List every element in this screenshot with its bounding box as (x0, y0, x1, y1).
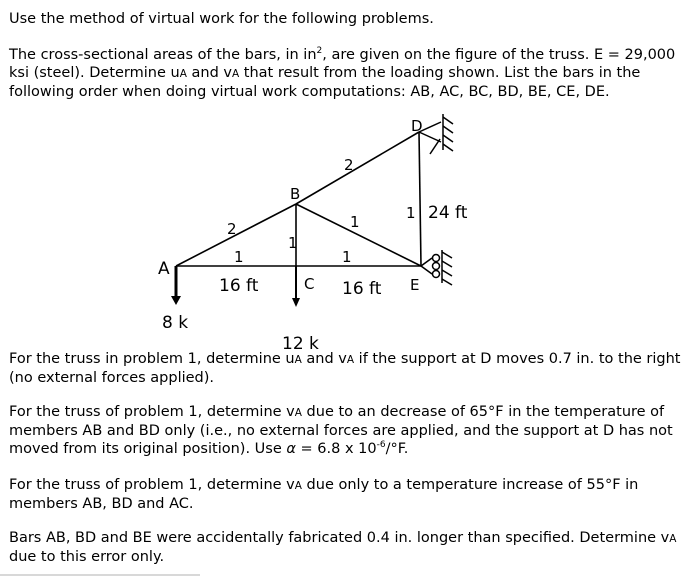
problem-2-text (9, 350, 689, 387)
p3-part3: = 6.8 x 10 (295, 441, 377, 457)
heading-text: Use the method of virtual work for the following problems. (9, 11, 434, 27)
roller-support-e (421, 250, 452, 285)
p3-part4: /°F. (385, 441, 409, 457)
p2-part2: and v (301, 351, 347, 367)
p1-part1: The cross-sectional areas of the bars, in in (9, 47, 317, 63)
p1-subscript-v: A (231, 68, 240, 80)
member-bd (296, 132, 419, 204)
p5-part1: Bars AB, BD and BE were accidentally fabricated 0.4 in. longer than specified. Determine v (9, 530, 670, 546)
area-label-bc: 1 (288, 234, 298, 252)
load-label-a: 8 k (162, 313, 189, 333)
p3-alpha: α (286, 441, 296, 457)
p2-part3: if the support at D moves 0.7 in. to the right (no external forces applied). (9, 351, 681, 386)
area-label-be: 1 (350, 213, 360, 231)
dim-left-span: 16 ft (219, 276, 259, 296)
p1-part3: and v (186, 65, 232, 81)
area-label-ab: 2 (227, 220, 237, 238)
pin-support-d (419, 114, 453, 154)
p2-subscript-v: A (346, 354, 355, 366)
node-label-a: A (158, 259, 170, 279)
load-arrow-c (292, 266, 300, 307)
problem-1-text (9, 46, 689, 101)
p3-part2: due to an decrease of 65°F in the temperature of members AB and BD only (i.e., no external forces are applied, and the support at D has not moved from its original position). Use (9, 404, 673, 457)
load-arrow-a (171, 266, 181, 305)
p3-superscript: -6 (376, 440, 386, 451)
load-label-c: 12 k (282, 334, 319, 354)
area-label-de: 1 (406, 204, 416, 222)
p1-part2: , are given on the figure of the truss. E = 29,000 ksi (steel). Determine u (9, 47, 676, 81)
area-label-ce: 1 (342, 248, 352, 266)
p4-part1: For the truss of problem 1, determine v (9, 477, 295, 493)
p2-part1: For the truss in problem 1, determine u (9, 351, 295, 367)
truss-diagram (0, 110, 700, 355)
p4-subscript-v: A (294, 480, 302, 492)
node-label-e: E (410, 276, 420, 294)
dim-height: 24 ft (428, 203, 468, 223)
member-de (419, 132, 421, 266)
p1-superscript: 2 (316, 46, 323, 57)
area-label-bd: 2 (344, 156, 354, 174)
problem-5-text (9, 529, 689, 566)
node-label-c: C (304, 275, 315, 293)
p3-subscript-v: A (294, 407, 302, 419)
problem-3-text (9, 403, 689, 458)
bottom-divider (0, 574, 200, 576)
p1-subscript-u: A (179, 68, 187, 80)
p5-part2: due to this error only. (9, 549, 165, 565)
area-label-ac: 1 (234, 248, 244, 266)
node-label-b: B (290, 185, 301, 203)
node-label-d: D (411, 117, 423, 135)
p1-part4: that result from the loading shown. List the bars in the following order when doing virtual work computations: AB, AC, BC, BD, BE, CE, DE. (9, 65, 641, 100)
p3-part1: For the truss of problem 1, determine v (9, 404, 295, 420)
dim-right-span: 16 ft (342, 279, 382, 299)
p4-part2: due only to a temperature increase of 55°F in members AB, BD and AC. (9, 477, 639, 512)
problem-4-text (9, 476, 689, 513)
p2-subscript-u: A (294, 354, 302, 366)
p5-subscript-v: A (669, 533, 677, 545)
